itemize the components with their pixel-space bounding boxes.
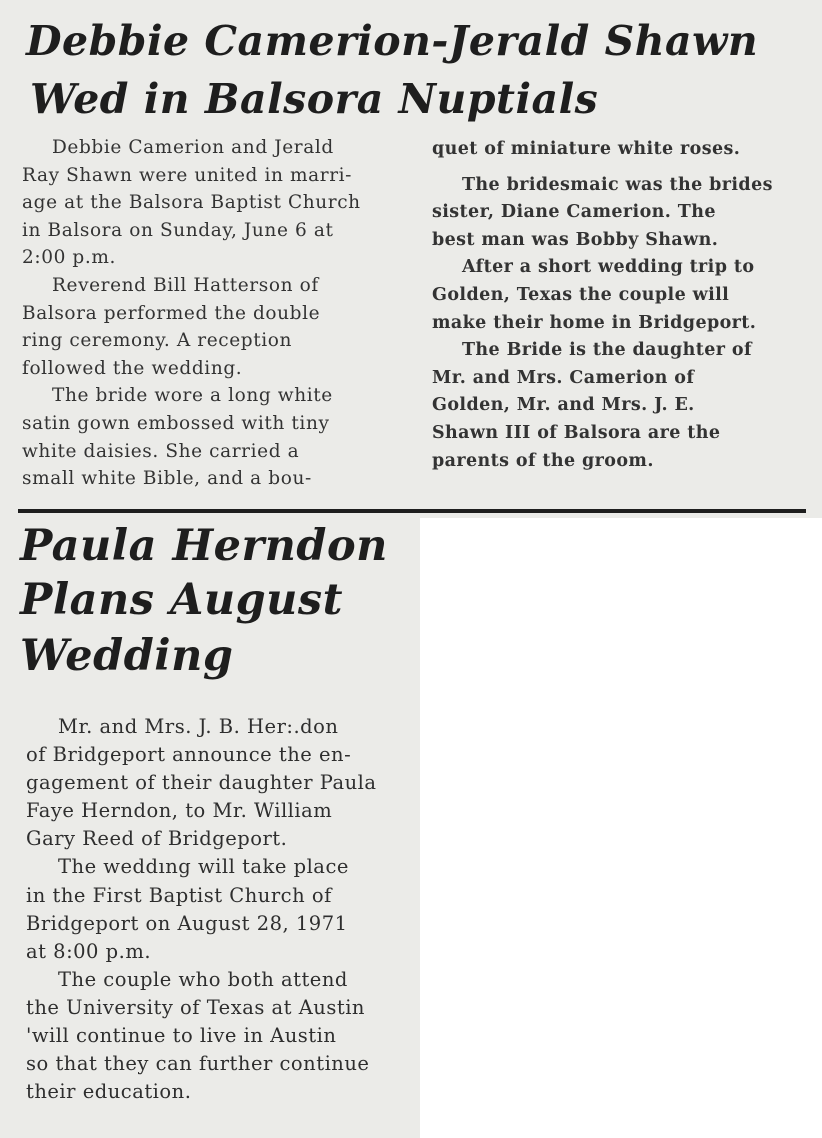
text-line: Reverend Bill Hatterson of: [52, 274, 319, 296]
text-line: Faye Herndon, to Mr. William: [26, 799, 333, 823]
text-line: small white Bible, and a bou-: [22, 468, 312, 490]
text-line: satin gown embossed with tiny: [22, 412, 330, 434]
text-line: The bride wore a long white: [52, 385, 333, 407]
text-line: The weddıng will take place: [58, 855, 349, 879]
text-line: sister, Diane Camerion. The: [432, 202, 716, 223]
text-line: best man was Bobby Shawn.: [432, 229, 719, 250]
text-line: Gary Reed of Bridgeport.: [26, 827, 288, 851]
text-line: Shawn III of Balsora are the: [432, 422, 721, 443]
text-line: ring ceremony. A reception: [22, 330, 293, 352]
text-line: in the First Baptist Church of: [26, 883, 332, 907]
text-line: make their home in Bridgeport.: [432, 312, 757, 333]
text-line: The couple who both attend: [58, 967, 348, 991]
text-line: 2:00 p.m.: [22, 247, 116, 269]
text-line: After a short wedding trip to: [462, 257, 755, 278]
text-line: 'will continue to live in Austin: [26, 1024, 337, 1048]
text-line: Bridgeport on August 28, 1971: [26, 911, 348, 935]
article-column-1: [22, 134, 361, 493]
text-line: The bridesmaic was the brides: [462, 174, 773, 195]
text-line: in Balsora on Sunday, June 6 at: [22, 219, 334, 241]
headline-line-1: Paula Herndon: [20, 521, 388, 571]
text-line: the University of Texas at Austin: [26, 995, 365, 1019]
headline-line-3: Wedding: [20, 631, 234, 681]
text-line: at 8:00 p.m.: [26, 939, 152, 963]
text-line: Golden, Texas the couple will: [432, 284, 730, 305]
text-line: Mr. and Mrs. Camerion of: [432, 367, 695, 388]
text-line: Mr. and Mrs. J. B. Her:.don: [58, 715, 339, 738]
text-line: so that they can further continue: [26, 1052, 370, 1076]
text-line: parents of the groom.: [432, 450, 654, 471]
headline-line-2: Wed in Balsora Nuptials: [30, 75, 599, 123]
text-line: Debbie Camerion and Jerald: [52, 137, 334, 158]
text-line: white daisies. She carried a: [22, 440, 300, 462]
headline-line-2: Plans August: [20, 575, 343, 625]
text-line: Golden, Mr. and Mrs. J. E.: [432, 395, 695, 416]
text-line: Balsora performed the double: [22, 302, 321, 324]
text-line: Ray Shawn were united in marri-: [22, 164, 353, 186]
text-line: of Bridgeport announce the en-: [26, 743, 352, 767]
text-line: age at the Balsora Baptist Church: [22, 192, 361, 214]
text-line: gagement of their daughter Paula: [26, 771, 377, 795]
text-line: quet of miniature white roses.: [432, 139, 741, 159]
headline-line-1: Debbie Camerion-Jerald Shawn: [26, 17, 759, 65]
column-divider-rule: [18, 509, 806, 513]
text-line: followed the wedding.: [22, 357, 243, 379]
article-column-2: [432, 136, 773, 475]
text-line: The Bride is the daughter of: [462, 340, 752, 361]
text-line: their education.: [26, 1080, 192, 1104]
article-body: [26, 713, 377, 1106]
